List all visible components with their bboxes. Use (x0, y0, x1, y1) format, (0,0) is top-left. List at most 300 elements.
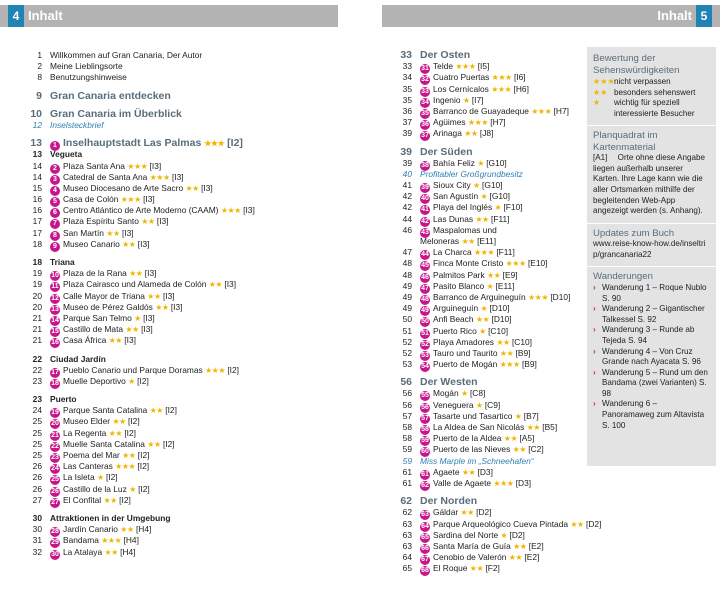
chevron-right-icon: › (593, 399, 596, 409)
toc-entry[interactable] (24, 365, 344, 376)
toc-entry[interactable] (394, 411, 586, 422)
rating-stars: ★★★ (491, 73, 512, 83)
entry-text (420, 359, 537, 372)
toc-entry[interactable] (394, 552, 586, 563)
rating-stars: ★ (129, 484, 136, 494)
toc-entry[interactable] (24, 324, 344, 335)
entry-title: La Atalaya (63, 546, 103, 557)
sight-number-badge: 29 (51, 539, 59, 547)
rating-stars: ★★★ (455, 62, 476, 72)
rating-stars: ★★★ (101, 536, 122, 546)
toc-entry[interactable] (394, 270, 586, 281)
left-page-header (0, 5, 338, 27)
grid-reference: [I2] (137, 450, 150, 460)
toc-entry[interactable] (24, 302, 344, 313)
toc-entry[interactable] (24, 194, 344, 205)
toc-entry[interactable] (394, 225, 586, 236)
left-page-number: 4 (8, 5, 24, 27)
rating-stars: ★★★ (499, 360, 520, 370)
entry-title: Sioux City (433, 180, 471, 191)
entry-title: Gran Canaria im Überblick (50, 107, 182, 120)
grid-reference: [I5] (477, 61, 490, 72)
page-number: 1 (37, 50, 42, 60)
grid-reference: [I2] (137, 461, 150, 472)
toc-entry[interactable] (394, 180, 586, 191)
grid-reference: [H7] (490, 117, 506, 128)
sight-number-badge: 50 (421, 318, 429, 326)
entry-title: Vegueta (50, 149, 83, 160)
toc-entry[interactable] (24, 72, 344, 83)
rating-stars: ★ (462, 95, 470, 105)
grid-reference: [D3] (515, 477, 532, 488)
sight-number-badge: 35 (421, 109, 429, 117)
sight-number-badge: 31 (421, 65, 429, 73)
grid-reference: [I2] (162, 438, 175, 449)
page-number: 50 (402, 314, 412, 325)
page-number: 16 (32, 205, 42, 216)
page-number: 25 (32, 450, 42, 460)
sight-number-badge: 32 (421, 76, 429, 84)
rating-stars: ★ (480, 192, 488, 202)
sight-number-badge: 52 (421, 340, 429, 348)
page-number: 32 (32, 546, 42, 557)
toc-entry[interactable] (394, 518, 602, 530)
sight-number-badge: 26 (51, 487, 59, 495)
chevron-right-icon: › (593, 282, 596, 292)
walk-item[interactable] (593, 283, 710, 304)
page-number: 13 (32, 149, 42, 160)
toc-entry[interactable] (24, 61, 344, 72)
toc-section[interactable] (394, 147, 586, 158)
walk-label: Wanderung 6 – Panoramaweg zum Altavista S. 100 (602, 399, 705, 430)
rating-stars: ★ (479, 326, 486, 336)
page-number: 34 (402, 72, 412, 83)
updates-link[interactable]: www.reise-know-how.de/inseltrip/grancanaria22 (593, 239, 706, 259)
toc-entry[interactable] (24, 535, 344, 546)
page-number: 51 (402, 325, 412, 336)
page-number: 63 (402, 540, 412, 551)
sight-number-badge: 16 (51, 339, 59, 347)
page-number: 52 (402, 336, 412, 347)
entry-title: Centro Atlántico de Arte Moderno (CAAM) (63, 205, 219, 216)
toc-entry[interactable] (394, 61, 586, 72)
page-number: 39 (402, 128, 412, 139)
toc-entry[interactable] (24, 205, 344, 216)
page-number: 30 (32, 524, 42, 535)
grid-reference: [E2] (524, 552, 540, 563)
entry-title: Playa del Inglés (433, 202, 493, 213)
sight-number-badge: 53 (421, 351, 429, 359)
entry-title: El Roque (433, 563, 468, 574)
right-page-title: Inhalt (657, 8, 692, 23)
toc-entry[interactable] (24, 216, 344, 227)
grid-reference: [D2] (509, 529, 525, 540)
toc-entry[interactable] (24, 450, 344, 461)
rating-stars: ★★★ (120, 195, 141, 205)
entry-title: San Martín (63, 227, 104, 238)
toc-entry[interactable] (394, 541, 586, 552)
entry-title: Bahía Feliz (433, 157, 475, 168)
grid-reference: [I3] (162, 290, 175, 301)
toc-entry[interactable] (394, 444, 586, 455)
page-number: 37 (402, 117, 412, 128)
grid-reference: [I3] (149, 160, 162, 171)
divider (587, 125, 716, 126)
toc-entry[interactable] (24, 291, 344, 302)
sight-number-badge: 41 (421, 206, 429, 214)
rating-stars: ★★★ (473, 248, 494, 258)
rating-stars: ★★ (464, 129, 478, 139)
entry-title: Parque Arqueológico Cueva Pintada (433, 518, 569, 529)
rating-stars: ★★ (512, 445, 526, 455)
toc-feature[interactable] (24, 120, 344, 131)
entry-text (50, 120, 104, 131)
entry-title: Benutzungshinweise (50, 72, 127, 83)
entry-title: Finca Monte Cristo (433, 258, 504, 269)
toc-section[interactable] (24, 91, 344, 102)
toc-entry[interactable] (394, 563, 586, 574)
rating-stars: ★★ (120, 525, 134, 535)
grid-reference: [I3] (124, 335, 136, 346)
toc-feature[interactable] (394, 456, 586, 467)
page-number: 52 (402, 347, 412, 358)
page-number: 48 (402, 269, 412, 280)
toc-entry[interactable] (394, 314, 586, 325)
entry-title: Anfi Beach (433, 314, 474, 325)
toc-entry[interactable] (394, 337, 586, 348)
rating-stars: ★★ (508, 553, 523, 563)
legend-row (593, 98, 710, 119)
page-number: 58 (402, 422, 412, 432)
rating-stars: ★ (134, 313, 141, 323)
sight-number-badge: 3 (50, 175, 60, 185)
entry-title: Agaete (433, 466, 460, 477)
toc-entry[interactable] (24, 172, 344, 183)
toc-entry[interactable] (394, 158, 586, 169)
grid-reference: [H7] (553, 105, 569, 116)
toc-feature[interactable] (394, 169, 586, 180)
rating-stars: ★★ (112, 417, 126, 427)
toc-entry[interactable] (24, 228, 344, 239)
toc-entry[interactable] (24, 547, 344, 558)
walk-item[interactable] (593, 325, 710, 346)
toc-entry[interactable] (394, 95, 586, 106)
toc-entry[interactable] (24, 428, 344, 439)
toc-entry[interactable] (394, 400, 586, 411)
walk-item[interactable] (593, 399, 710, 431)
rating-stars: ★★ (103, 495, 117, 505)
toc-entry[interactable] (394, 303, 586, 314)
sight-number-badge: 65 (421, 533, 429, 541)
entry-title: Attraktionen in der Umgebung (50, 512, 171, 523)
toc-entry[interactable] (394, 326, 586, 337)
toc-subsection[interactable] (24, 513, 344, 524)
entry-title: Puerto de las Nieves (433, 444, 511, 455)
rating-stars: ★★ (503, 434, 518, 444)
toc-subsection[interactable] (24, 394, 344, 405)
toc-entry[interactable] (394, 117, 586, 128)
rating-stars: ★★ (122, 451, 136, 460)
toc-entry[interactable] (24, 335, 344, 346)
toc-entry[interactable] (394, 467, 586, 478)
toc-entry[interactable] (394, 84, 586, 95)
toc-entry[interactable] (394, 507, 586, 518)
entry-text (420, 377, 478, 388)
toc-entry[interactable] (24, 268, 344, 279)
toc-entry[interactable] (394, 433, 586, 444)
toc-entry[interactable] (24, 495, 344, 506)
rating-stars: ★★★ (127, 161, 148, 171)
toc-section[interactable] (24, 109, 344, 120)
entry-title: Museo Elder (63, 416, 111, 427)
toc-entry[interactable] (24, 405, 344, 416)
legend-stars: ★ (593, 98, 601, 108)
grid-reference: [J8] (479, 128, 494, 139)
rating-stars: ★★ (147, 291, 161, 301)
toc-entry[interactable] (24, 484, 344, 495)
entry-text (50, 239, 149, 252)
toc-entry[interactable] (24, 439, 344, 450)
grid-reference: [C2] (528, 444, 544, 455)
entry-text (420, 236, 496, 247)
grid-reference: [G10] (486, 157, 507, 168)
page-number: 53 (402, 359, 412, 370)
entry-title: Puerto de la Aldea (433, 433, 502, 444)
toc-entry[interactable] (394, 128, 586, 139)
page-number: 15 (32, 182, 42, 193)
sight-number-badge: 55 (421, 392, 429, 400)
walk-label: Wanderung 3 – Runde ab Tejeda S. 94 (602, 325, 695, 345)
page-number: 20 (32, 301, 42, 312)
toc-entry[interactable] (24, 416, 344, 427)
toc-entry[interactable] (24, 461, 344, 472)
grid-code: [A1] (593, 153, 608, 163)
toc-section[interactable] (394, 50, 586, 61)
rating-stars: ★★ (208, 280, 223, 290)
page-number: 19 (32, 279, 42, 290)
toc-entry[interactable] (394, 191, 586, 202)
sight-number-badge: 34 (421, 98, 429, 106)
entry-title: Arguineguín (433, 303, 479, 314)
toc-entry[interactable] (24, 524, 344, 535)
page-number: 25 (32, 438, 42, 449)
entry-title: Muelle Deportivo (63, 375, 126, 386)
walk-label: Wanderung 2 – Gigantischer Talkessel S. 92 (602, 304, 705, 324)
toc-entry[interactable] (394, 422, 586, 433)
entry-title: Arinaga (433, 128, 462, 139)
sight-number-badge: 42 (421, 217, 429, 225)
divider (587, 266, 716, 267)
rating-stars: ★ (480, 304, 488, 314)
sight-number-badge: 6 (50, 208, 60, 218)
toc-entry[interactable] (394, 236, 586, 247)
rating-stars: ★ (475, 400, 483, 410)
entry-title: El Confital (63, 494, 102, 505)
toc-entry[interactable] (394, 530, 586, 541)
entry-title: Bandama (63, 535, 99, 546)
entry-title: Santa María de Guía (433, 540, 511, 551)
entry-text (50, 149, 82, 160)
sight-number-badge: 58 (421, 426, 429, 433)
rating-stars: ★★ (108, 428, 122, 438)
grid-reference: [F11] (491, 213, 510, 224)
toc-entry[interactable] (394, 478, 586, 489)
grid-reference: [I3] (171, 171, 184, 182)
toc-section[interactable] (394, 377, 586, 388)
walk-item[interactable] (593, 368, 710, 400)
entry-title: Tauro und Taurito (433, 347, 498, 358)
rating-stars: ★★ (125, 325, 139, 335)
toc-entry[interactable] (394, 202, 586, 213)
entry-text (50, 72, 127, 83)
entry-text (420, 496, 477, 507)
page-number: 56 (402, 388, 412, 399)
sight-number-badge: 28 (51, 528, 59, 536)
entry-title: Der Osten (420, 49, 471, 61)
toc-entry[interactable] (24, 50, 344, 61)
grid-reference: [I3] (143, 194, 155, 205)
page-number: 49 (402, 280, 412, 291)
grid-reference: [I3] (224, 279, 237, 290)
page-number: 65 (402, 563, 412, 574)
grid-reference: [H6] (513, 83, 529, 94)
toc-entry[interactable] (24, 183, 344, 194)
toc-subsection[interactable] (24, 149, 344, 160)
sight-number-badge: 20 (51, 420, 59, 428)
toc-entry[interactable] (24, 279, 344, 290)
toc-section[interactable] (24, 138, 344, 149)
toc-entry[interactable] (394, 106, 586, 117)
sight-number-badge: 43 (421, 228, 429, 236)
entry-text (50, 495, 131, 508)
rating-stars: ★★ (141, 217, 155, 227)
rating-stars: ★★★ (527, 292, 548, 302)
entry-title: Palmitos Park (433, 269, 485, 280)
grid-reference: [I3] (143, 312, 155, 323)
grid-reference: [I3] (156, 216, 169, 227)
page-number: 56 (402, 399, 412, 410)
page-number: 26 (32, 461, 42, 472)
legend-sidebar (587, 47, 716, 466)
legend-text: besonders sehenswert (614, 87, 696, 97)
page-number: 26 (32, 472, 42, 483)
toc-entry[interactable] (394, 214, 586, 225)
toc-entry[interactable] (24, 161, 344, 172)
grid-reference: [B5] (542, 422, 558, 432)
page-number: 18 (32, 257, 42, 267)
rating-stars: ★★ (496, 337, 510, 347)
toc-subsection[interactable] (24, 257, 344, 268)
toc-entry[interactable] (24, 239, 344, 250)
walk-item[interactable] (593, 304, 710, 325)
toc-entry[interactable] (394, 292, 586, 303)
toc-subsection[interactable] (24, 354, 344, 365)
page-number: 20 (32, 290, 42, 301)
page-number: 39 (400, 145, 412, 158)
rating-stars: ★★ (461, 467, 476, 477)
page-number: 12 (32, 119, 42, 130)
grid-reference: [B9] (515, 347, 531, 358)
entry-title: Ciudad Jardín (50, 353, 106, 364)
grid-reference: [I2] (138, 483, 150, 494)
entry-title: Plaza de la Rana (63, 268, 127, 279)
entry-text (50, 109, 182, 120)
sight-number-badge: 49 (421, 307, 429, 315)
toc-entry[interactable] (394, 388, 586, 399)
walk-item[interactable] (593, 347, 710, 368)
page-number: 58 (402, 433, 412, 444)
entry-title: Castillo de Mata (63, 324, 124, 335)
entry-text (420, 147, 473, 158)
toc-entry[interactable] (24, 472, 344, 483)
sight-number-badge: 46 (421, 273, 429, 281)
entry-title: Valle de Agaete (433, 477, 492, 488)
toc-entry[interactable] (24, 376, 344, 387)
grid-reference: [F10] (503, 202, 523, 213)
entry-text (50, 335, 136, 348)
page-number: 64 (402, 552, 412, 563)
sight-number-badge: 2 (50, 164, 60, 174)
entry-title: Playa Amadores (433, 336, 494, 347)
grid-reference: [I2] (124, 427, 136, 438)
sight-number-badge: 38 (421, 161, 429, 169)
rating-stars: ★★ (108, 336, 122, 346)
toc-entry[interactable] (394, 247, 586, 258)
sight-number-badge: 15 (51, 328, 59, 336)
rating-stars: ★★ (475, 214, 489, 224)
page-number: 48 (402, 258, 412, 269)
grid-reference: [I2] (227, 364, 239, 375)
sight-number-badge: 11 (51, 283, 59, 291)
rating-stars: ★ (473, 181, 480, 191)
rating-stars: ★★ (185, 183, 199, 193)
rating-stars: ★★ (526, 423, 540, 432)
entry-title: Maspalomas und (433, 224, 497, 235)
grid-reference: [E2] (528, 540, 544, 551)
page-number: 23 (32, 375, 42, 386)
page-number: 25 (32, 416, 42, 427)
grid-reference: [E11] (477, 236, 497, 246)
rating-stars: ★ (514, 411, 522, 421)
entry-text (420, 478, 531, 491)
rating-stars: ★★ (106, 228, 120, 238)
entry-title: Meloneras (420, 236, 460, 246)
page-number: 49 (402, 291, 412, 302)
toc-section[interactable] (394, 496, 586, 507)
entry-title: Parque San Telmo (63, 312, 132, 323)
toc-entry[interactable] (394, 359, 586, 370)
toc-entry[interactable] (24, 313, 344, 324)
rating-stars: ★★ (104, 547, 118, 557)
entry-title: Willkommen auf Gran Canaria, Der Autor (50, 50, 203, 60)
toc-entry[interactable] (394, 281, 586, 292)
grid-reference: [F11] (496, 247, 515, 258)
page-number: 25 (32, 427, 42, 438)
page-number: 59 (402, 444, 412, 455)
grid-reference: [D10] (491, 314, 512, 325)
page-number: 44 (402, 213, 412, 224)
right-page-number: 5 (696, 5, 712, 27)
entry-title: Cuatro Puertas (433, 72, 490, 83)
toc-entry[interactable] (394, 258, 586, 269)
rating-stars: ★★★ (491, 84, 512, 94)
toc-entry[interactable] (394, 348, 586, 359)
toc-entry[interactable] (394, 72, 586, 83)
sight-number-badge: 48 (421, 295, 429, 303)
entry-title: Jardín Canario (63, 524, 118, 535)
entry-title: Los Cernícalos (433, 83, 489, 94)
grid-reference: [E9] (502, 269, 518, 280)
